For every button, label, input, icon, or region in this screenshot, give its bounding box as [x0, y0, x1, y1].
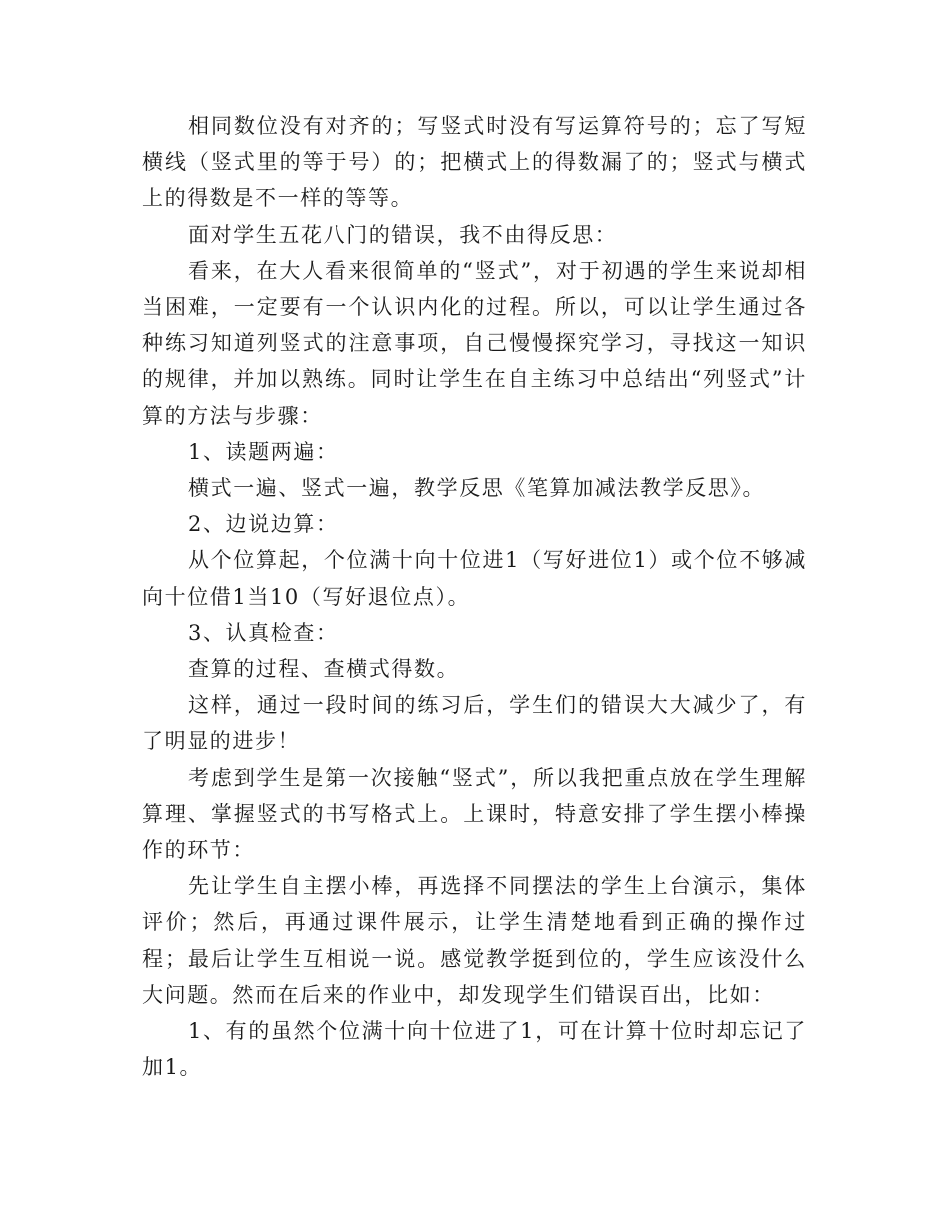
step-1-heading: 1、读题两遍：	[188, 439, 339, 464]
paragraph-error-1: 1、有的虽然个位满十向十位进了1，可在计算十位时却忘记了加1。	[142, 1019, 807, 1080]
step-2-detail: 从个位算起，个位满十向十位进1（写好进位1）或个位不够减向十位借1当10（写好退位点）。	[142, 548, 807, 609]
paragraph-2: 面对学生五花八门的错误，我不由得反思：	[188, 222, 618, 247]
step-3-detail: 查算的过程、查横式得数。	[188, 657, 460, 682]
step-1-detail: 横式一遍、竖式一遍，教学反思《笔算加减法教学反思》。	[188, 476, 766, 501]
paragraph-focus: 考虑到学生是第一次接触“竖式”，所以我把重点放在学生理解算理、掌握竖式的书写格式上。上课时，特意安排了学生摆小棒操作的环节：	[142, 765, 807, 863]
paragraph-3: 看来，在大人看来很简单的“竖式”，对于初遇的学生来说却相当困难，一定要有一个认识内化的过程。所以，可以让学生通过各种练习知道列竖式的注意事项，自己慢慢探究学习，寻找这一知识的规律，并加以熟练。同时让学生在自主练习中总结出“列竖式”计算的方法与步骤：	[142, 258, 807, 428]
paragraph-1: 相同数位没有对齐的；写竖式时没有写运算符号的；忘了写短横线（竖式里的等于号）的；把横式上的得数漏了的；竖式与横式上的得数是不一样的等等。	[142, 114, 807, 211]
paragraph-progress: 这样，通过一段时间的练习后，学生们的错误大大减少了，有了明显的进步！	[142, 693, 807, 754]
step-3-heading: 3、认真检查：	[188, 620, 339, 645]
document-page	[142, 108, 807, 1085]
step-2-heading: 2、边说边算：	[188, 512, 339, 537]
paragraph-practice: 先让学生自主摆小棒，再选择不同摆法的学生上台演示，集体评价；然后，再通过课件展示，让学生清楚地看到正确的操作过程；最后让学生互相说一说。感觉教学挺到位的，学生应该没什么大问题。然而在后来的作业中，却发现学生们错误百出，比如：	[142, 874, 807, 1007]
